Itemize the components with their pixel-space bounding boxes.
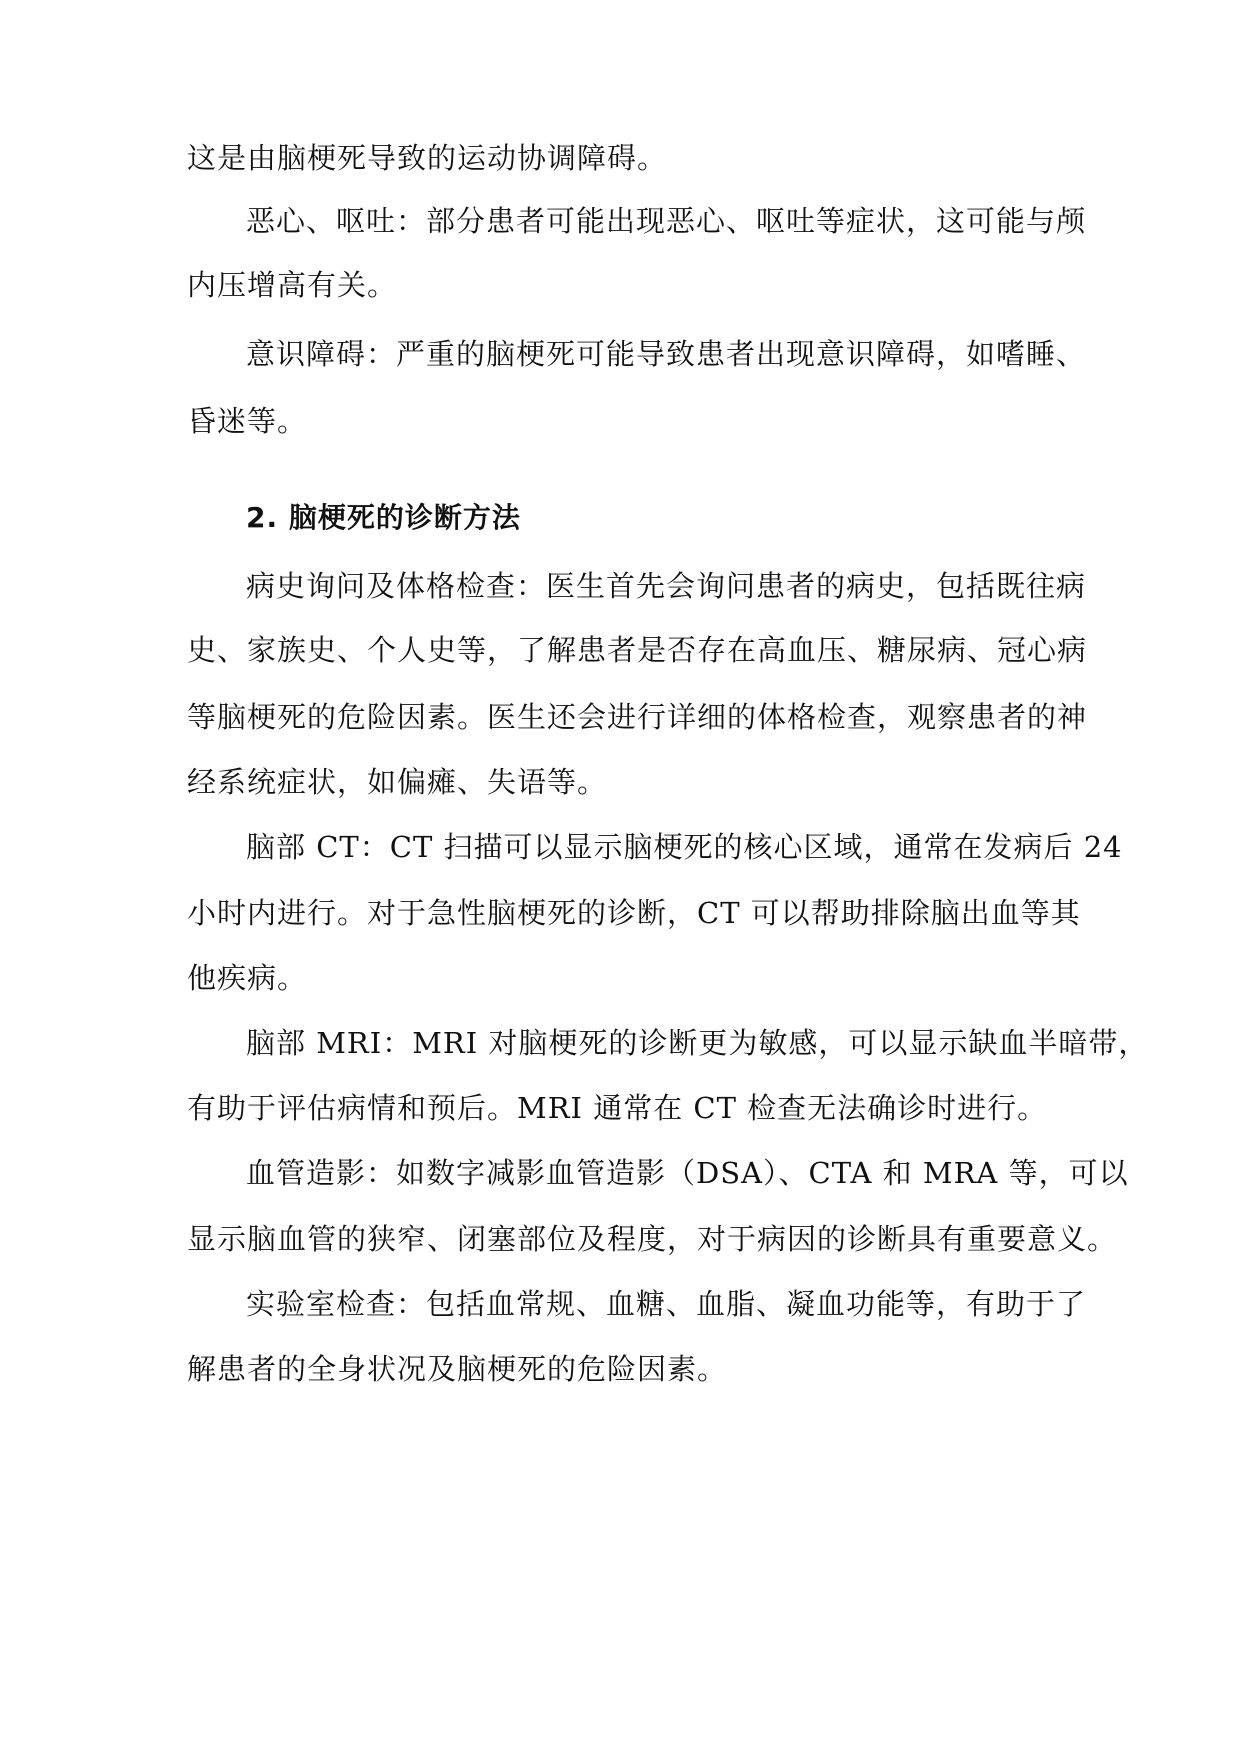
paragraph-line: 脑部 MRI：MRI 对脑梗死的诊断更为敏感，可以显示缺血半暗带， [246, 1026, 1149, 1060]
paragraph-line: 内压增高有关。 [187, 268, 398, 302]
paragraph-line: 史、家族史、个人史等，了解患者是否存在高血压、糖尿病、冠心病 [187, 633, 1088, 667]
paragraph-line: 显示脑血管的狭窄、闭塞部位及程度，对于病因的诊断具有重要意义。 [187, 1222, 1118, 1256]
paragraph-line: 这是由脑梗死导致的运动协调障碍。 [187, 141, 668, 175]
section-heading: 2. 脑梗死的诊断方法 [246, 501, 521, 534]
paragraph-line: 昏迷等。 [187, 404, 308, 438]
paragraph-line: 等脑梗死的危险因素。医生还会进行详细的体格检查，观察患者的神 [187, 700, 1088, 734]
paragraph-line: 解患者的全身状况及脑梗死的危险因素。 [187, 1352, 728, 1386]
paragraph-line: 脑部 CT：CT 扫描可以显示脑梗死的核心区域，通常在发病后 24 [246, 830, 1123, 864]
paragraph-line: 他疾病。 [187, 961, 308, 995]
paragraph-line: 意识障碍：严重的脑梗死可能导致患者出现意识障碍，如嗜睡、 [246, 337, 1087, 371]
paragraph-line: 血管造影：如数字减影血管造影（DSA）、CTA 和 MRA 等，可以 [246, 1156, 1129, 1190]
paragraph-line: 实验室检查：包括血常规、血糖、血脂、凝血功能等，有助于了 [246, 1287, 1087, 1321]
paragraph-line: 小时内进行。对于急性脑梗死的诊断，CT 可以帮助排除脑出血等其 [187, 896, 1081, 930]
paragraph-line: 经系统症状，如偏瘫、失语等。 [187, 765, 608, 799]
paragraph-line: 恶心、呕吐：部分患者可能出现恶心、呕吐等症状，这可能与颅 [246, 204, 1087, 238]
paragraph-line: 病史询问及体格检查：医生首先会询问患者的病史，包括既往病 [246, 569, 1087, 603]
paragraph-line: 有助于评估病情和预后。MRI 通常在 CT 检查无法确诊时进行。 [187, 1091, 1048, 1125]
